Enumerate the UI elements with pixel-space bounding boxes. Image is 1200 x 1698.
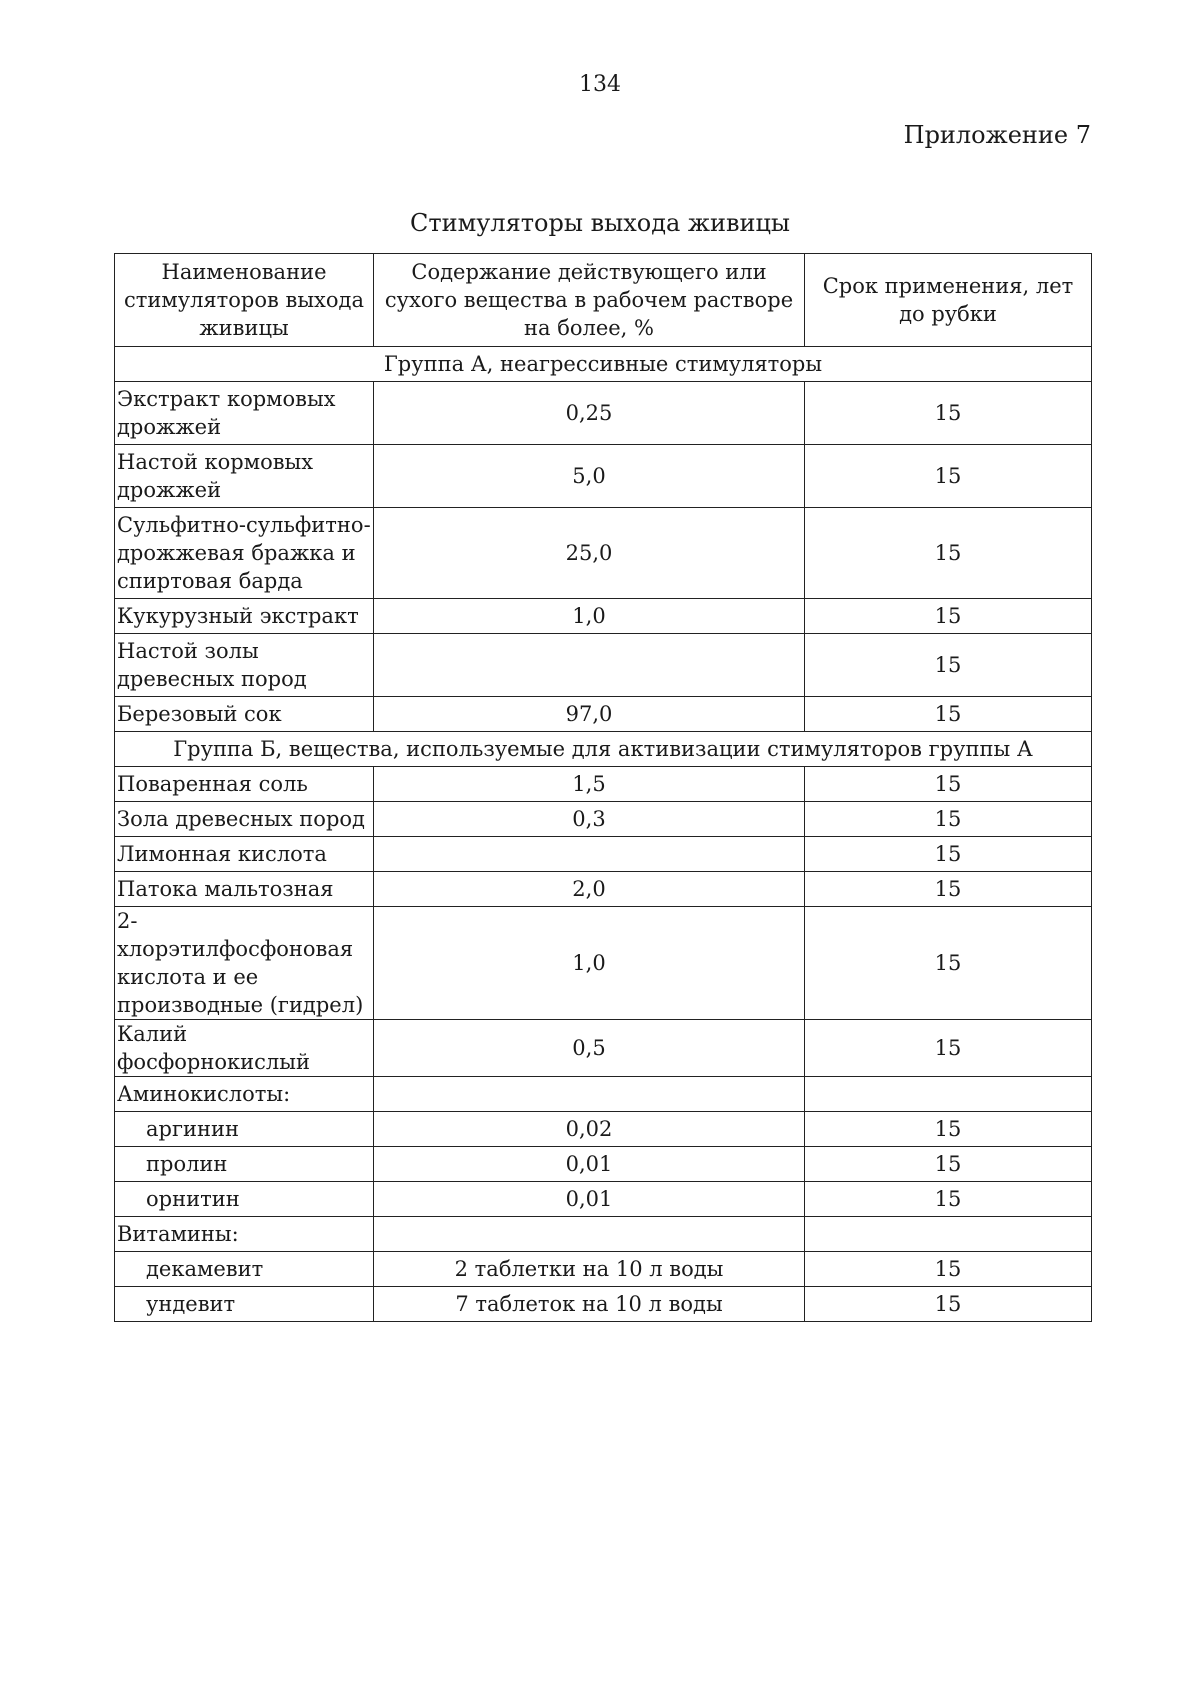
- row-term: 15: [805, 1020, 1092, 1077]
- row-name: Калий фосфорнокислый: [115, 1020, 374, 1077]
- row-name: ундевит: [115, 1287, 374, 1322]
- document-title: Стимуляторы выхода живицы: [409, 209, 791, 237]
- row-content: 2,0: [374, 872, 805, 907]
- row-term: 15: [805, 1287, 1092, 1322]
- row-content: 0,01: [374, 1147, 805, 1182]
- group-row: [115, 347, 1092, 382]
- row-content: 1,0: [374, 907, 805, 1020]
- row-name: Патока мальтозная: [115, 872, 374, 907]
- group-label: Группа А, неагрессивные стимуляторы: [115, 347, 1092, 382]
- table-row: [115, 872, 1092, 907]
- row-name: Аминокислоты:: [115, 1077, 374, 1112]
- row-name: Настой кормовых дрожжей: [115, 445, 374, 508]
- row-content: 0,3: [374, 802, 805, 837]
- header-term: Срок применения, лет до рубки: [805, 254, 1092, 347]
- table-row: [115, 1182, 1092, 1217]
- row-content: 7 таблеток на 10 л воды: [374, 1287, 805, 1322]
- row-term: 15: [805, 802, 1092, 837]
- row-term: 15: [805, 837, 1092, 872]
- table-row: [115, 802, 1092, 837]
- row-term: 15: [805, 697, 1092, 732]
- row-term: 15: [805, 382, 1092, 445]
- row-name: декамевит: [115, 1252, 374, 1287]
- row-content: 1,5: [374, 767, 805, 802]
- row-content: 0,02: [374, 1112, 805, 1147]
- table-row: [115, 837, 1092, 872]
- table-row: [115, 445, 1092, 508]
- row-term: 15: [805, 1252, 1092, 1287]
- row-name: орнитин: [115, 1182, 374, 1217]
- table-row: [115, 1147, 1092, 1182]
- row-content: [374, 634, 805, 697]
- row-term: [805, 1217, 1092, 1252]
- row-content: 97,0: [374, 697, 805, 732]
- table-header-row: [115, 254, 1092, 347]
- group-label: Группа Б, вещества, используемые для активизации стимуляторов группы А: [115, 732, 1092, 767]
- appendix-label: Приложение 7: [903, 121, 1091, 149]
- table-row: [115, 767, 1092, 802]
- table-row: [115, 1217, 1092, 1252]
- row-content: 25,0: [374, 508, 805, 599]
- table-row: [115, 1112, 1092, 1147]
- row-name: Березовый сок: [115, 697, 374, 732]
- row-term: 15: [805, 445, 1092, 508]
- row-content: [374, 1077, 805, 1112]
- row-name: Кукурузный экстракт: [115, 599, 374, 634]
- row-term: 15: [805, 907, 1092, 1020]
- row-name: Поваренная соль: [115, 767, 374, 802]
- header-content: Содержание действующего или сухого вещества в рабочем растворе на более, %: [374, 254, 805, 347]
- row-term: 15: [805, 508, 1092, 599]
- group-row: [115, 732, 1092, 767]
- table-row: [115, 382, 1092, 445]
- row-term: 15: [805, 634, 1092, 697]
- row-term: 15: [805, 1182, 1092, 1217]
- table-row: [115, 599, 1092, 634]
- row-content: 0,25: [374, 382, 805, 445]
- row-content: 0,5: [374, 1020, 805, 1077]
- table-row: [115, 1020, 1092, 1077]
- row-content: 1,0: [374, 599, 805, 634]
- row-content: [374, 1217, 805, 1252]
- table-row: [115, 1077, 1092, 1112]
- header-name: Наименование стимуляторов выхода живицы: [115, 254, 374, 347]
- row-content: 2 таблетки на 10 л воды: [374, 1252, 805, 1287]
- row-term: 15: [805, 872, 1092, 907]
- table-row: [115, 1252, 1092, 1287]
- stimulators-table: [114, 253, 1092, 1322]
- row-name: аргинин: [115, 1112, 374, 1147]
- table-row: [115, 634, 1092, 697]
- row-name: Экстракт кормовых дрожжей: [115, 382, 374, 445]
- row-name: Настой золы древесных пород: [115, 634, 374, 697]
- row-term: [805, 1077, 1092, 1112]
- table-row: [115, 907, 1092, 1020]
- row-content: 0,01: [374, 1182, 805, 1217]
- row-name: Зола древесных пород: [115, 802, 374, 837]
- table-row: [115, 1287, 1092, 1322]
- row-term: 15: [805, 599, 1092, 634]
- row-name: Лимонная кислота: [115, 837, 374, 872]
- table-row: [115, 697, 1092, 732]
- page-number: 134: [579, 72, 621, 97]
- row-content: [374, 837, 805, 872]
- row-name: Витамины:: [115, 1217, 374, 1252]
- row-content: 5,0: [374, 445, 805, 508]
- row-name: пролин: [115, 1147, 374, 1182]
- row-name: Сульфитно-сульфитно-дрожжевая бражка и спиртовая барда: [115, 508, 374, 599]
- table-row: [115, 508, 1092, 599]
- row-name: 2-хлорэтилфосфоновая кислота и ее производные (гидрел): [115, 907, 374, 1020]
- row-term: 15: [805, 767, 1092, 802]
- row-term: 15: [805, 1147, 1092, 1182]
- row-term: 15: [805, 1112, 1092, 1147]
